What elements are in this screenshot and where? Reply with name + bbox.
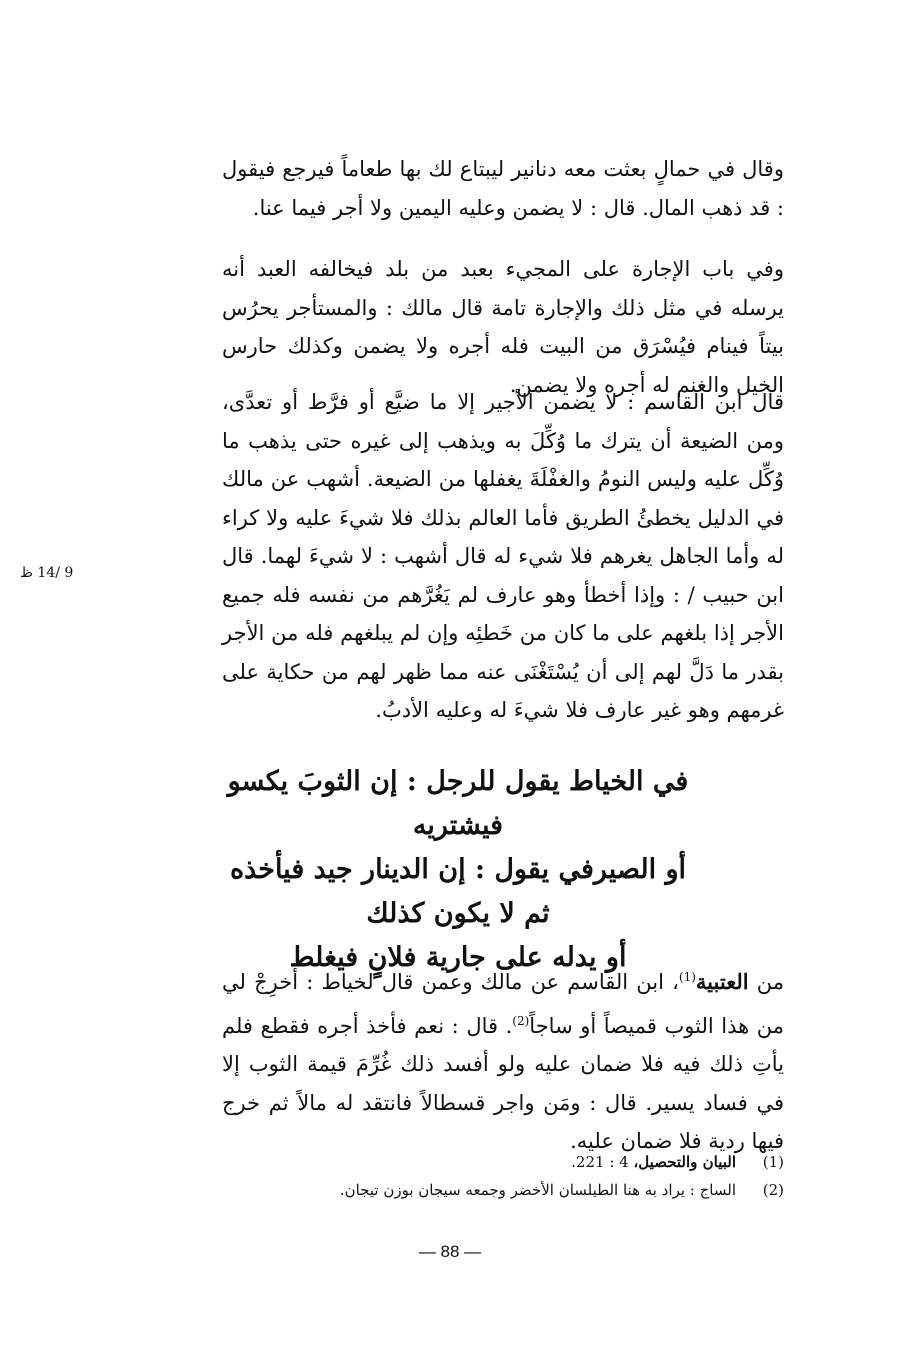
heading-line-2: أو الصيرفي يقول : إن الدينار جيد فيأخذه (229, 854, 687, 885)
footnote-1-number: (1) (762, 1153, 784, 1171)
page-number: — 88 — (418, 1242, 482, 1261)
paragraph-2 (222, 250, 784, 404)
paragraph-2-text: وفي باب الإجارة على المجيء بعبد من بلد فيخالفه العبد أنه يرسله في مثل ذلك والإجارة تامة قال مالك : والمستأجر يحرُس بيتاً فينام فيُسْرَق من البيت فله أجره ولا يضمن وكذلك حارس الخيل والغنم له أجره ولا يضمن. (222, 257, 784, 397)
paragraph-3-text: قال ابن القاسم : لا يضمن الأجير إلا ما ضيَّع أو فرَّط أو تعدَّى، ومن الضيعة أن يترك ما وُكِّلَ به ويذهب إلى غيره حتى يذهب ما وُكِّل عليه وليس النومُ والغفْلَةَ يغفلها من الضيعة. أشهب عن مالك في الدليل يخطئُ الطريق فأما العالم بذلك فلا شيءَ عليه ولا كراء له وأما الجاهل يغرهم فلا شيء له قال أشهب : لا شيءَ لهما. قال ابن حبيب / : وإذا أخطأ وهو عارف لم يَغُرَّهم من نفسه فله جميع الأجر إذا بلغهم على ما كان من خَطئِه وإن لم يبلغهم فله من الأجر بقدر ما دَلَّ لهم إلى أن يُسْتَغْنَى عنه مما ظهر لهم من حكاية على غرمهم وهو غير عارف فلا شيءَ له وعليه الأدبُ. (222, 390, 784, 722)
footnote-1-text: 4 : 221. (571, 1153, 634, 1171)
source-title: العتبية (695, 969, 749, 994)
paragraph-4-part-1: ، ابن القاسم عن مالك وعمن قال لخياط : أخرِجْ لي من هذا الثوب قميصاً أو ساجاً (222, 970, 784, 1038)
footnotes (222, 1148, 784, 1204)
footnote-1 (222, 1148, 784, 1176)
paragraph-3 (222, 383, 784, 730)
margin-folio-note: 9 /14 ظ (20, 565, 74, 581)
footnote-ref-1[interactable]: (1) (678, 970, 696, 984)
footnote-2 (222, 1176, 784, 1204)
heading-line-3: ثم لا يكون كذلك (366, 898, 550, 929)
footnote-1-source: البيان والتحصيل، (633, 1153, 736, 1171)
paragraph-1-text: وقال في حمالٍ بعثت معه دنانير ليبتاع لك بها طعاماً فيرجع فيقول : قد ذهب المال. قال : لا يضمن وعليه اليمين ولا أجر فيما عنا. (222, 157, 784, 220)
heading-line-4: أو يدله على جارية فلانٍ فيغلط (289, 942, 627, 973)
paragraph-4 (222, 958, 784, 1161)
paragraph-1 (222, 150, 784, 227)
paragraph-4-prefix: من (748, 970, 784, 994)
paragraph-4-part-2: . قال : نعم فأخذ أجره فقطع فلم يأتِ ذلك فيه فلا ضمان عليه ولو أفسد ذلك غُرِّمَ قيمة الثوب إلا في فساد يسير. قال : ومَن واجر قسطالاً فانتقد له مالاً ثم خرج فيها ردية فلا ضمان عليه. (222, 1013, 784, 1153)
footnote-2-number: (2) (762, 1181, 784, 1199)
footnote-2-text: الساج : يراد به هنا الطيلسان الأخضر وجمعه سيجان بوزن تيجان. (339, 1181, 736, 1199)
footnote-ref-2[interactable]: (2) (512, 1013, 530, 1028)
heading-line-1: في الخياط يقول للرجل : إن الثوبَ يكسو فيشتريه (227, 766, 689, 841)
paragraph-4-text (222, 958, 784, 1161)
section-heading (180, 760, 736, 980)
